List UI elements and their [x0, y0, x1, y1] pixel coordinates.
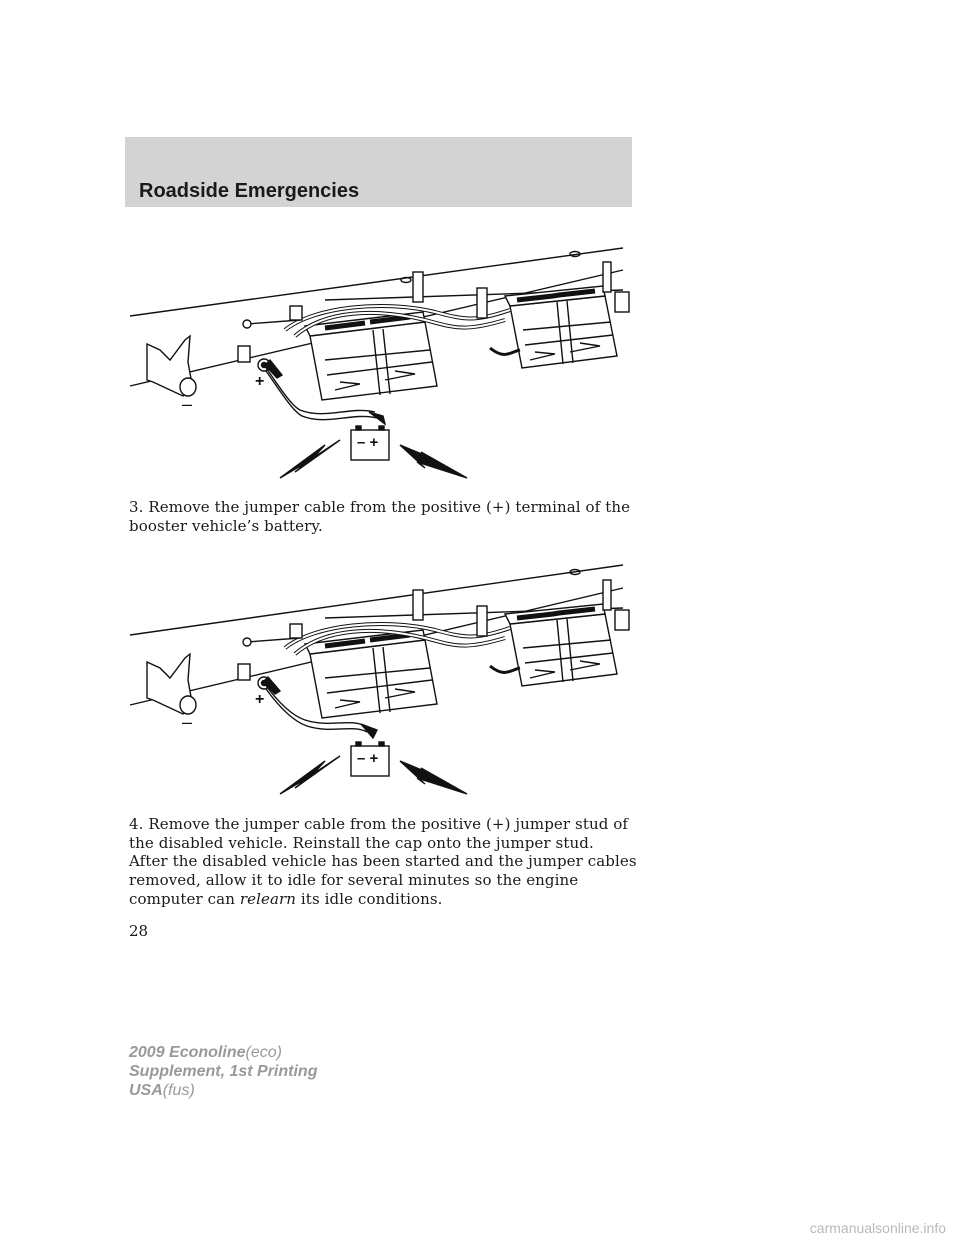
page-number: 28	[129, 922, 149, 940]
footer-model: 2009 Econoline	[129, 1044, 246, 1061]
footer-edition	[129, 1043, 317, 1100]
footer-model-code: (eco)	[245, 1044, 282, 1061]
jumper-diagram-step3	[125, 240, 635, 488]
jumper-diagram-step4	[125, 560, 635, 805]
plus-label: +	[255, 373, 265, 390]
plus-label: +	[255, 691, 265, 708]
footer-printing: Supplement, 1st Printing	[129, 1063, 318, 1080]
step-3-paragraph: 3. Remove the jumper cable from the positive (+) terminal of the booster vehicle’s battery.	[129, 498, 631, 535]
battery-terminal-label: – +	[357, 434, 379, 451]
section-title: Roadside Emergencies	[139, 180, 360, 202]
battery-terminal-label: – +	[357, 750, 379, 767]
after-start-paragraph	[129, 852, 639, 909]
step-4-paragraph: 4. Remove the jumper cable from the positive (+) jumper stud of the disabled vehicle. Reinstall the cap onto the jumper stud.	[129, 815, 629, 852]
after-start-text: After the disabled vehicle has been started and the jumper cables removed, allow it to idle for several minutes so the engine computer can	[129, 852, 637, 908]
minus-label: –	[182, 394, 193, 414]
footer-market: USA	[129, 1082, 163, 1099]
after-start-text-end: its idle conditions.	[296, 890, 443, 908]
minus-label: –	[182, 712, 193, 732]
footer-market-code: (fus)	[162, 1082, 195, 1099]
relearn-emphasis: relearn	[239, 890, 297, 908]
watermark: carmanualsonline.info	[809, 1220, 946, 1236]
